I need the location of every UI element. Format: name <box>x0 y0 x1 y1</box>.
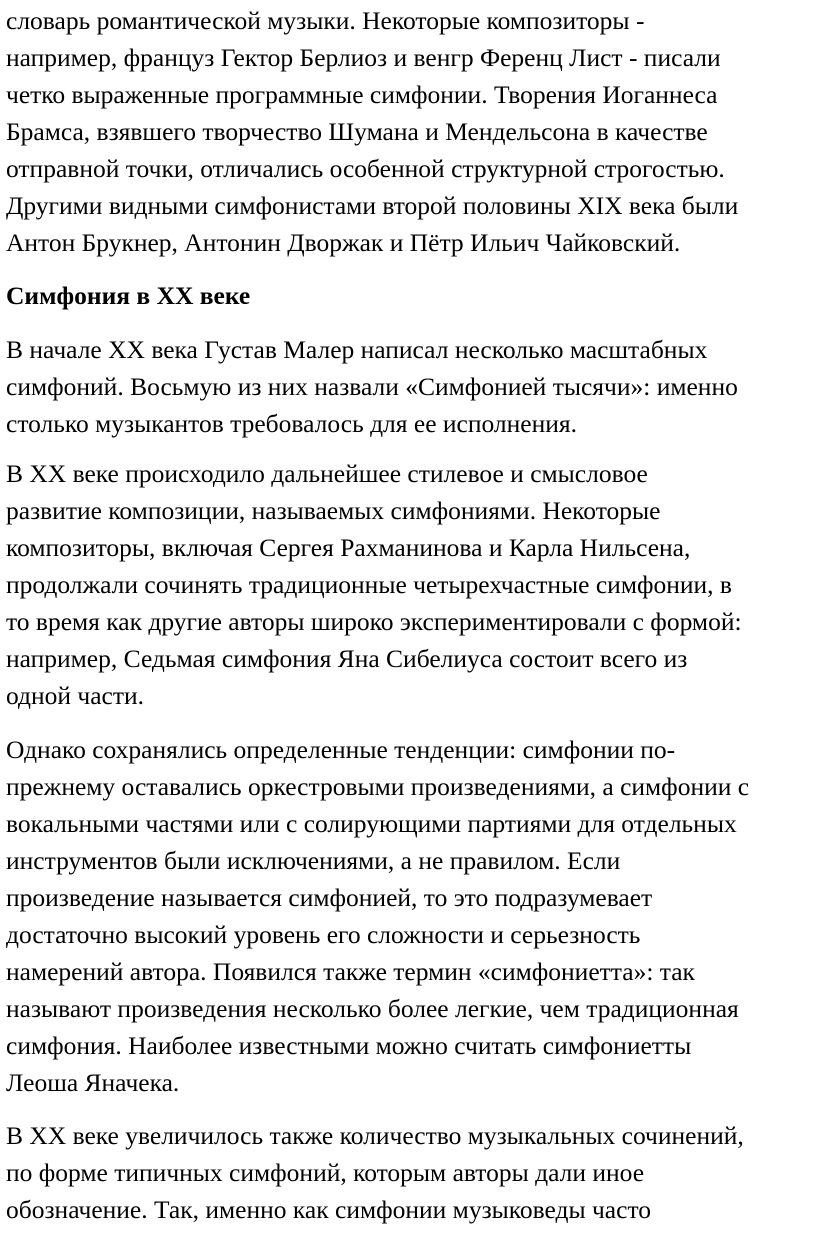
text-line: то время как другие авторы широко экспериментировали с формой: <box>6 607 742 636</box>
text-line: называют произведения несколько более легкие, чем традиционная <box>6 994 739 1023</box>
text-line: достаточно высокий уровень его сложности и серьезность <box>6 920 641 949</box>
text-line: обозначение. Так, именно как симфонии музыковеды часто <box>6 1195 651 1224</box>
text-line: развитие композиции, называемых симфониями. Некоторые <box>6 496 661 525</box>
text-line: Однако сохранялись определенные тенденции: симфонии по- <box>6 735 676 764</box>
text-line: четко выраженные программные симфонии. Творения Иоганнеса <box>6 80 718 109</box>
text-line: вокальными частями или с солирующими партиями для отдельных <box>6 809 737 838</box>
text-line: отправной точки, отличались особенной структурной строгостью. <box>6 154 725 183</box>
text-line: Антон Брукнер, Антонин Дворжак и Пётр Ильич Чайковский. <box>6 228 681 257</box>
text-line: симфония. Наиболее известными можно считать симфониетты <box>6 1031 692 1060</box>
text-line: например, француз Гектор Берлиоз и венгр Ференц Лист - писали <box>6 43 721 72</box>
text-line: например, Седьмая симфония Яна Сибелиуса состоит всего из <box>6 644 688 673</box>
text-line: В начале XX века Густав Малер написал несколько масштабных <box>6 335 708 364</box>
section-heading: Симфония в XX веке <box>6 281 251 310</box>
text-line: произведение называется симфонией, то это подразумевает <box>6 883 653 912</box>
text-line: Леоша Яначека. <box>6 1068 180 1097</box>
paragraph-romantic-symphonists <box>6 2 814 261</box>
text-line: Брамса, взявшего творчество Шумана и Мендельсона в качестве <box>6 117 708 146</box>
text-line: В XX веке происходило дальнейшее стилевое и смысловое <box>6 459 648 488</box>
text-line: одной части. <box>6 681 145 710</box>
text-line: словарь романтической музыки. Некоторые композиторы - <box>6 6 645 35</box>
text-line: по форме типичных симфоний, которым авторы дали иное <box>6 1158 645 1187</box>
paragraph-mahler <box>6 331 814 442</box>
text-line: прежнему оставались оркестровыми произведениями, а симфонии с <box>6 772 750 801</box>
text-line: продолжали сочинять традиционные четырехчастные симфонии, в <box>6 570 732 599</box>
paragraph-tendencies <box>6 731 814 1101</box>
paragraph-style-development <box>6 455 814 714</box>
text-line: столько музыкантов требовалось для ее исполнения. <box>6 409 577 438</box>
text-line: намерений автора. Появился также термин «симфониетта»: так <box>6 957 695 986</box>
text-line: Другими видными симфонистами второй половины XIX века были <box>6 191 739 220</box>
text-line: инструментов были исключениями, а не правилом. Если <box>6 846 621 875</box>
text-line: симфоний. Восьмую из них назвали «Симфонией тысячи»: именно <box>6 372 738 401</box>
text-line: композиторы, включая Сергея Рахманинова и Карла Нильсена, <box>6 533 691 562</box>
paragraph-symphonic-count <box>6 1117 814 1228</box>
text-line: В XX веке увеличилось также количество музыкальных сочинений, <box>6 1121 744 1150</box>
